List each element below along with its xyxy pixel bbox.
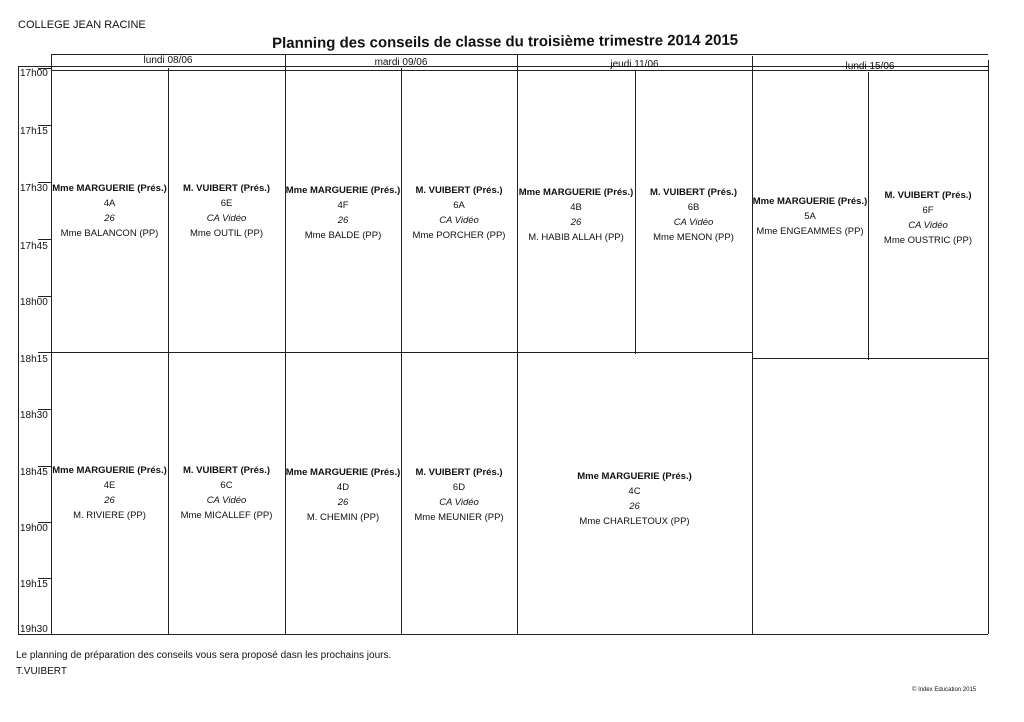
day-header-thursday: jeudi 11/06 xyxy=(610,59,659,70)
time-tick xyxy=(38,68,52,69)
time-label: 18h30 xyxy=(20,410,48,421)
session-president: M. VUIBERT (Prés.) xyxy=(182,183,271,194)
session-cell xyxy=(401,183,517,243)
time-label: 18h45 xyxy=(20,467,48,478)
school-name: COLLEGE JEAN RACINE xyxy=(18,19,146,31)
time-tick xyxy=(38,578,52,579)
time-label: 17h15 xyxy=(20,126,48,137)
time-label: 17h30 xyxy=(20,183,48,194)
copyright: © Index Education 2015 xyxy=(912,687,977,693)
session-president: Mme MARGUERIE (Prés.) xyxy=(518,187,634,198)
session-class: 4B xyxy=(570,202,582,213)
session-president: M. VUIBERT (Prés.) xyxy=(182,465,271,476)
session-cell xyxy=(285,183,401,243)
session-president: M. VUIBERT (Prés.) xyxy=(415,467,503,478)
grid-line xyxy=(18,634,988,635)
session-room: 26 xyxy=(337,215,349,226)
session-class: 4D xyxy=(336,482,350,493)
session-president: Mme MARGUERIE (Prés.) xyxy=(52,183,167,194)
session-room: CA Vidéo xyxy=(206,495,247,506)
session-class: 4E xyxy=(103,480,116,491)
session-room: CA Vidéo xyxy=(673,217,714,228)
session-teacher: Mme MICALLEF (PP) xyxy=(180,510,273,521)
grid-line xyxy=(752,56,753,634)
session-room: 26 xyxy=(104,495,115,506)
time-label: 19h30 xyxy=(20,624,48,635)
session-president: Mme MARGUERIE (Prés.) xyxy=(285,185,401,196)
grid-line xyxy=(285,54,286,634)
time-label: 19h00 xyxy=(20,523,48,534)
session-room: CA Vidéo xyxy=(439,497,479,508)
session-president: M. VUIBERT (Prés.) xyxy=(415,185,503,196)
time-tick xyxy=(38,125,52,126)
session-president: M. VUIBERT (Prés.) xyxy=(649,187,738,198)
day-header-monday-2: lundi 15/06 xyxy=(845,61,895,72)
session-teacher: Mme MEUNIER (PP) xyxy=(414,512,504,523)
session-cell xyxy=(868,188,988,248)
session-class: 6D xyxy=(452,482,466,493)
session-class: 6F xyxy=(922,205,934,216)
time-label: 18h15 xyxy=(20,354,48,365)
grid-line xyxy=(517,54,518,634)
session-cell xyxy=(401,465,517,525)
session-president: M. VUIBERT (Prés.) xyxy=(884,190,972,201)
session-room: CA Vidéo xyxy=(908,220,948,231)
day-header-tuesday: mardi 09/06 xyxy=(374,57,428,68)
time-label: 19h15 xyxy=(20,579,48,590)
time-tick xyxy=(38,352,52,353)
session-teacher: M. CHEMIN (PP) xyxy=(306,512,380,523)
session-teacher: Mme OUSTRIC (PP) xyxy=(883,235,973,246)
session-president: Mme MARGUERIE (Prés.) xyxy=(52,465,167,476)
session-cell xyxy=(285,465,401,525)
time-tick xyxy=(38,522,52,523)
session-class: 6C xyxy=(220,480,233,491)
session-cell xyxy=(51,181,168,241)
session-teacher: M. HABIB ALLAH (PP) xyxy=(528,232,624,243)
grid-line xyxy=(51,54,52,634)
session-class: 4A xyxy=(103,198,116,209)
session-president: Mme MARGUERIE (Prés.) xyxy=(577,471,692,482)
grid-line xyxy=(988,60,989,634)
session-class: 4C xyxy=(628,486,641,497)
footnote: Le planning de préparation des conseils vous sera proposé dasn les prochains jours. xyxy=(16,650,392,661)
session-class: 6B xyxy=(687,202,700,213)
session-class: 6A xyxy=(453,200,465,211)
session-room: CA Vidéo xyxy=(206,213,247,224)
time-label: 17h00 xyxy=(20,68,48,79)
session-teacher: M. RIVIERE (PP) xyxy=(73,510,146,521)
session-cell xyxy=(168,181,285,241)
session-teacher: Mme MENON (PP) xyxy=(653,232,734,243)
time-label: 18h00 xyxy=(20,297,48,308)
session-cell xyxy=(168,463,285,523)
time-tick xyxy=(38,409,52,410)
session-cell xyxy=(752,194,868,239)
grid-line xyxy=(18,66,19,634)
page-title: Planning des conseils de classe du troisième trimestre 2014 2015 xyxy=(272,31,739,52)
session-room: 26 xyxy=(337,497,349,508)
day-header-monday: lundi 08/06 xyxy=(143,55,193,66)
time-label: 17h45 xyxy=(20,241,48,252)
session-class: 6E xyxy=(220,198,233,209)
session-cell xyxy=(635,185,752,245)
time-tick xyxy=(38,466,52,467)
session-teacher: Mme ENGEAMMES (PP) xyxy=(756,226,864,237)
session-room: CA Vidéo xyxy=(439,215,479,226)
grid-line xyxy=(752,358,988,359)
grid-line xyxy=(51,352,752,353)
session-president: Mme MARGUERIE (Prés.) xyxy=(285,467,401,478)
session-teacher: Mme CHARLETOUX (PP) xyxy=(579,516,690,527)
time-tick xyxy=(38,182,52,183)
grid-line xyxy=(401,68,402,634)
time-tick xyxy=(38,296,52,297)
session-class: 5A xyxy=(804,211,816,222)
session-teacher: Mme PORCHER (PP) xyxy=(412,230,506,241)
session-teacher: Mme OUTIL (PP) xyxy=(189,228,263,239)
session-cell xyxy=(51,463,168,523)
session-teacher: Mme BALDE (PP) xyxy=(304,230,382,241)
session-president: Mme MARGUERIE (Prés.) xyxy=(752,196,868,207)
session-room: 26 xyxy=(629,501,640,512)
grid-line xyxy=(168,68,169,634)
signature: T.VUIBERT xyxy=(16,666,67,677)
time-tick xyxy=(38,239,52,240)
session-cell xyxy=(517,185,635,245)
session-cell xyxy=(517,469,752,529)
session-teacher: Mme BALANCON (PP) xyxy=(60,228,159,239)
session-room: 26 xyxy=(570,217,582,228)
session-room: 26 xyxy=(104,213,115,224)
session-class: 4F xyxy=(337,200,349,211)
